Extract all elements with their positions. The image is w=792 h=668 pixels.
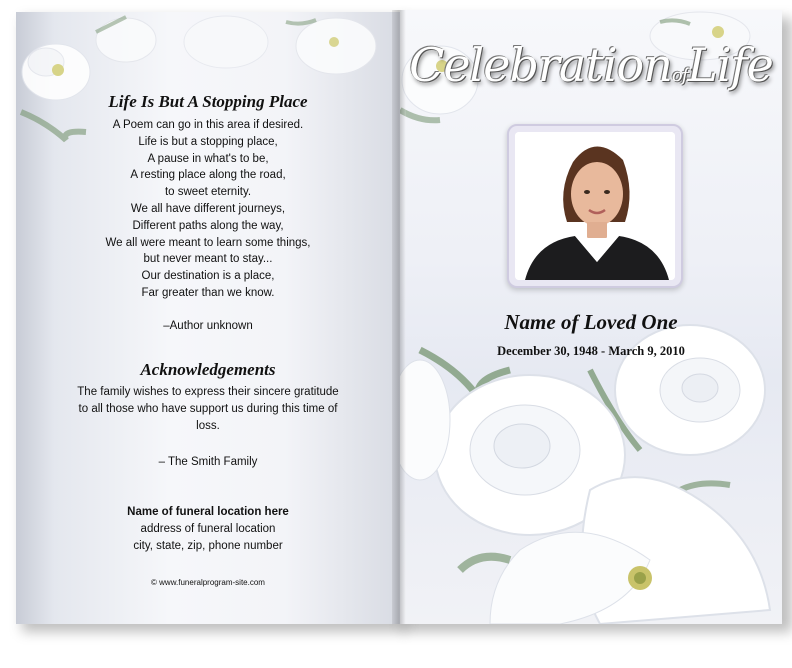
website-credit: © www.funeralprogram-site.com [151, 578, 265, 587]
loved-one-name: Name of Loved One [504, 310, 678, 334]
poem-line: Our destination is a place, [141, 270, 275, 283]
ack-line: to all those who have support us during this time of [78, 403, 338, 415]
poem-line: Life is but a stopping place, [138, 135, 278, 148]
life-dates: December 30, 1948 - March 9, 2010 [497, 344, 685, 358]
poem-line: We all were meant to learn some things, [105, 236, 311, 249]
poem-line: Different paths along the way, [132, 219, 284, 232]
poem-line: A Poem can go in this area if desired. [112, 119, 304, 131]
fold-crease [392, 10, 406, 624]
cover-title-part2: Life [687, 38, 773, 92]
acknowledgements-signature: – The Smith Family [158, 456, 258, 468]
poem-title: Life Is But A Stopping Place [108, 92, 308, 111]
poem-line: A resting place along the road, [130, 169, 286, 182]
portrait-photo [515, 132, 675, 280]
poem-line: We all have different journeys, [130, 202, 286, 215]
location-address: address of funeral location [140, 523, 276, 535]
poem-line: A pause in what's to be, [147, 152, 269, 165]
poem-line: Far greater than we know. [141, 286, 275, 299]
ack-line: The family wishes to express their sincere gratitude [77, 386, 339, 398]
poem-line: to sweet eternity. [164, 186, 252, 199]
ack-line: loss. [196, 420, 220, 432]
cover-title-part1: Celebration [409, 38, 672, 92]
location-title: Name of funeral location here [127, 506, 289, 518]
poem-text [16, 117, 400, 302]
photo-frame [507, 124, 683, 288]
cover-title [400, 38, 782, 92]
poem-line: but never meant to stay... [143, 253, 273, 266]
inside-panel [16, 12, 400, 624]
location-city: city, state, zip, phone number [133, 540, 283, 552]
cover-panel [400, 10, 782, 624]
cover-title-of: of [671, 65, 688, 86]
acknowledgements-title: Acknowledgements [140, 360, 276, 379]
acknowledgements-text [16, 384, 400, 435]
poem-author: –Author unknown [163, 320, 253, 332]
